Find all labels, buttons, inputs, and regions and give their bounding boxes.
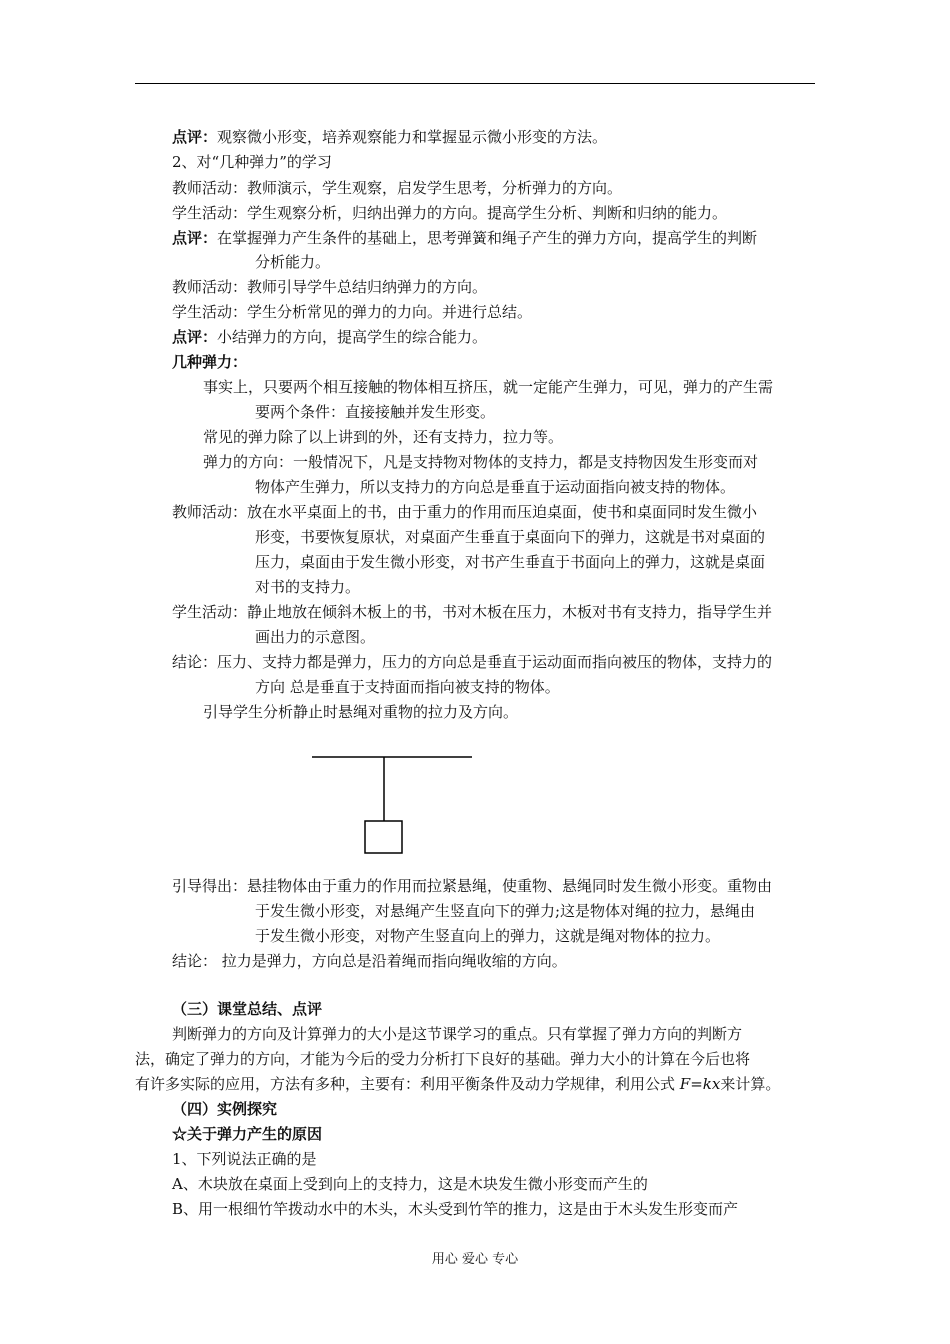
section-heading: 几种弹力： (172, 353, 248, 371)
text-line: 结论：压力、支持力都是弹力，压力的方向总是垂直于运动面而指向被压的物体，支持力的 (172, 653, 773, 671)
text-line: 教师活动：教师引导学牛总结归纳弹力的方向。 (172, 278, 488, 296)
text-line: 有许多实际的应用，方法有多种，主要有：利用平衡条件及动力学规律，利用公式 F=kx来计算。 (135, 1075, 781, 1093)
text-line: 于发生微小形变，对物产生竖直向上的弹力，这就是绳对物体的拉力。 (255, 927, 721, 945)
text-line: 形变，书要恢复原状，对桌面产生垂直于桌面向下的弹力，这就是书对桌面的 (255, 528, 766, 546)
text-line: 方向 总是垂直于支持面而指向被支持的物体。 (255, 678, 560, 696)
section-heading: ☆关于弹力产生的原因 (172, 1125, 323, 1143)
page-footer: 用心 爱心 专心 (431, 1252, 519, 1267)
text-line: 1、下列说法正确的是 (172, 1150, 317, 1168)
text-line: 压力，桌面由于发生微小形变，对书产生垂直于书面向上的弹力，这就是桌面 (255, 553, 766, 571)
section-heading: （四）实例探究 (172, 1100, 278, 1118)
text-line: 于发生微小形变，对悬绳产生竖直向下的弹力;这是物体对绳的拉力，悬绳由 (255, 902, 756, 920)
text-line: 教师活动：教师演示，学生观察，启发学生思考，分析弹力的方向。 (172, 179, 623, 197)
section-heading: （三）课堂总结、点评 (172, 1000, 323, 1018)
text-line: 教师活动：放在水平桌面上的书，由于重力的作用而压迫桌面，使书和桌面同时发生微小 (172, 503, 758, 521)
text-line: B、用一根细竹竿拨动水中的木头，木头受到竹竿的推力，这是由于木头发生形变而产 (172, 1200, 739, 1218)
text-line: 2、对“几种弹力”的学习 (172, 153, 332, 171)
text-line: 学生活动：静止地放在倾斜木板上的书，书对木板在压力，木板对书有支持力，指导学生并 (172, 603, 773, 621)
text-line: A、木块放在桌面上受到向上的支持力，这是木块发生微小形变而产生的 (172, 1175, 648, 1193)
text-line: 对书的支持力。 (255, 578, 361, 596)
text-line: 分析能力。 (255, 253, 331, 271)
text-line: 要两个条件：直接接触并发生形变。 (255, 403, 496, 421)
text-line: 学生活动：学生分析常见的弹力的力向。并进行总结。 (172, 303, 533, 321)
weight-box (365, 821, 402, 853)
text-line: 弹力的方向：一般情况下，凡是支持物对物体的支持力，都是支持物因发生形变而对 (203, 453, 759, 471)
text-line: 引导学生分析静止时悬绳对重物的拉力及方向。 (203, 703, 519, 721)
header-rule (135, 83, 815, 84)
text-line: 点评：在掌握弹力产生条件的基础上，思考弹簧和绳子产生的弹力方向，提高学生的判断 (172, 229, 758, 247)
text-line: 判断弹力的方向及计算弹力的大小是这节课学习的重点。只有掌握了弹力方向的判断方 (172, 1025, 743, 1043)
text-line: 物体产生弹力，所以支持力的方向总是垂直于运动面指向被支持的物体。 (255, 478, 736, 496)
text-line: 引导得出：悬挂物体由于重力的作用而拉紧悬绳，使重物、悬绳同时发生微小形变。重物由 (172, 877, 773, 895)
hanging-weight-diagram (300, 740, 480, 860)
text-line: 事实上，只要两个相互接触的物体相互挤压，就一定能产生弹力，可见，弹力的产生需 (203, 378, 774, 396)
text-line: 结论： 拉力是弹力，方向总是沿着绳而指向绳收缩的方向。 (172, 952, 567, 970)
text-line: 法，确定了弹力的方向，才能为今后的受力分析打下良好的基础。弹力大小的计算在今后也将 (135, 1050, 751, 1068)
text-line: 常见的弹力除了以上讲到的外，还有支持力，拉力等。 (203, 428, 564, 446)
text-line: 点评：小结弹力的方向，提高学生的综合能力。 (172, 328, 488, 346)
text-line: 画出力的示意图。 (255, 628, 376, 646)
text-line: 点评：观察微小形变，培养观察能力和掌握显示微小形变的方法。 (172, 128, 608, 146)
text-line: 学生活动：学生观察分析，归纳出弹力的方向。提高学生分析、判断和归纳的能力。 (172, 204, 728, 222)
